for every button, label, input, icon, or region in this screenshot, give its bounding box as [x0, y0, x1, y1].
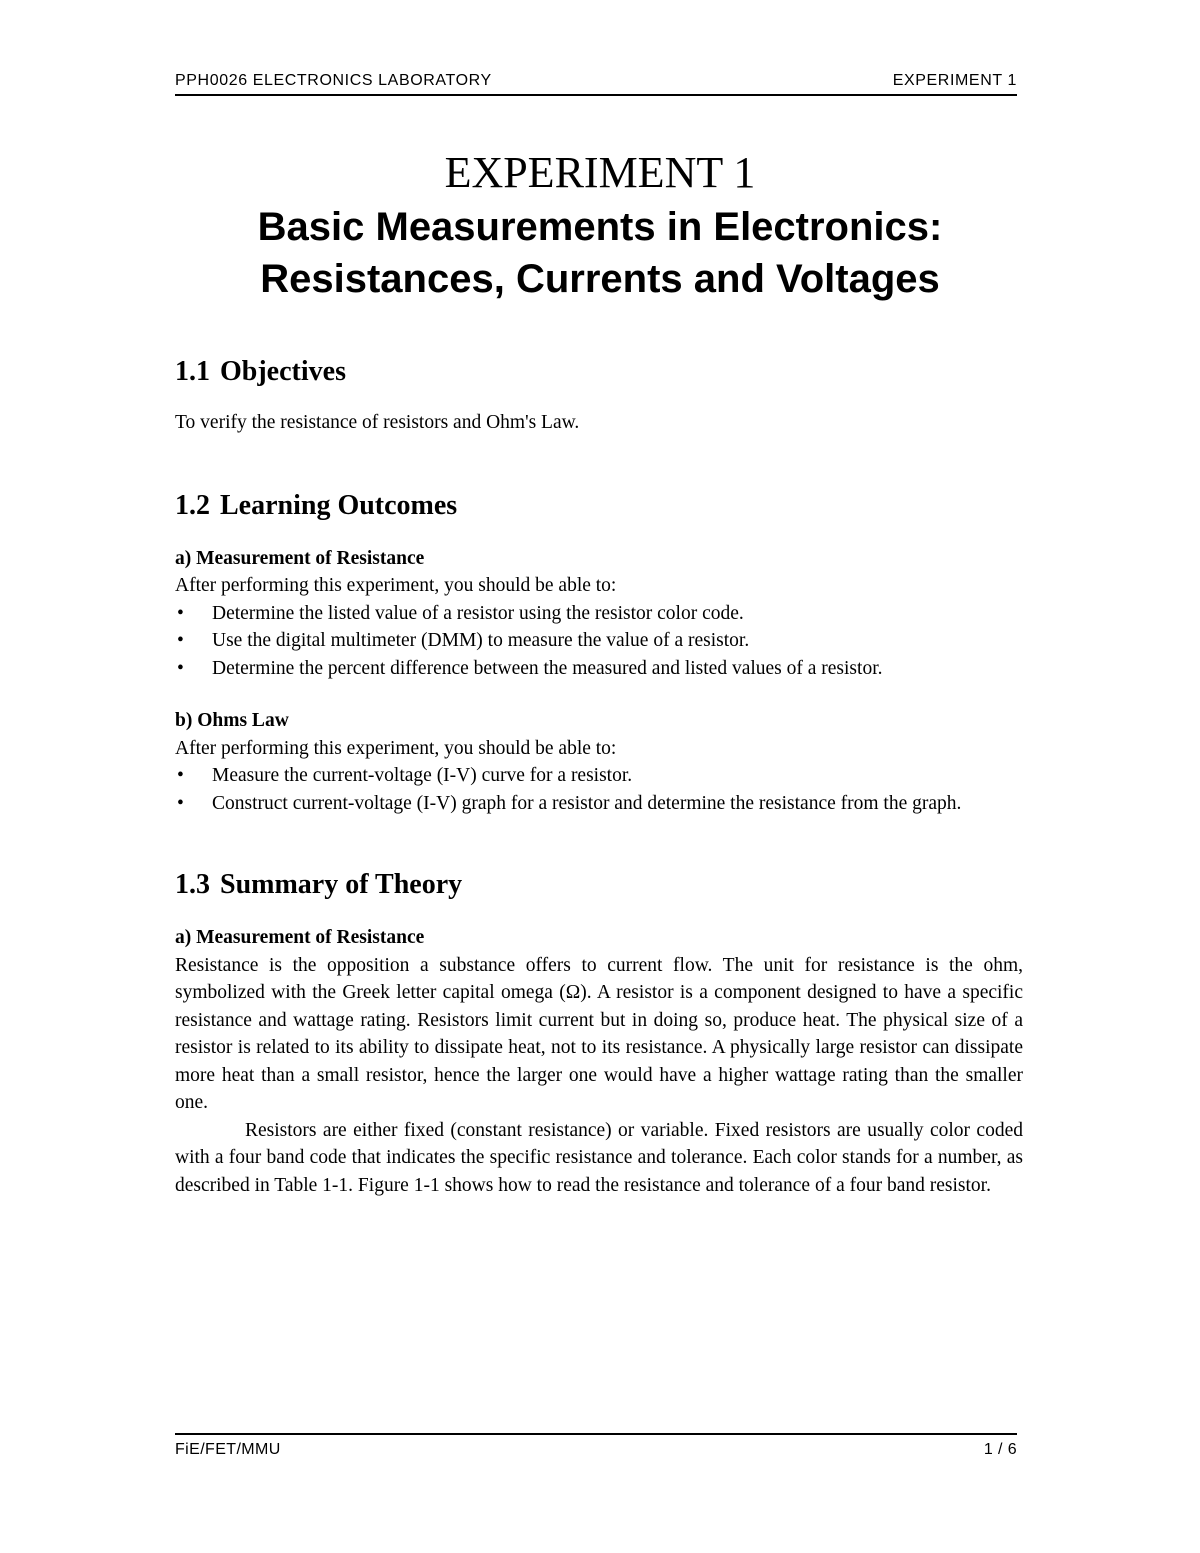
list-item — [175, 627, 1023, 655]
theory-paragraph-2: Resistors are either fixed (constant resistance) or variable. Fixed resistors are usually color coded with a four band code that indicates the specific resistance and tolerance. Each color stands for a number, as described in Table 1-1. Figure 1-1 shows how to read the resistance and tolerance of a four band resistor. — [175, 1119, 1023, 1196]
bullet-icon: • — [177, 602, 184, 624]
section-number: 1.1 — [175, 356, 210, 387]
section-number: 1.3 — [175, 869, 210, 900]
outcomes-list-a — [175, 600, 1023, 683]
section-number: 1.2 — [175, 489, 210, 521]
bullet-icon: • — [177, 765, 184, 786]
section-title: Objectives — [220, 356, 346, 387]
list-item — [175, 600, 1023, 628]
subheading-ohms-law: b) Ohms Law — [175, 710, 289, 731]
document-body — [175, 352, 1023, 1199]
experiment-subtitle-line2: Resistances, Currents and Voltages — [260, 257, 940, 301]
section-title: Learning Outcomes — [220, 489, 458, 521]
list-item-text: Determine the percent difference between the measured and listed values of a resistor. — [212, 657, 883, 679]
list-item-text: Use the digital multimeter (DMM) to measure the value of a resistor. — [212, 630, 750, 651]
list-item — [175, 790, 1023, 818]
page-number: 1 / 6 — [983, 1441, 1017, 1458]
title-block — [175, 145, 1025, 305]
subheading-measurement-of-resistance: a) Measurement of Resistance — [175, 547, 425, 569]
list-item — [175, 762, 1023, 790]
list-item-text: Measure the current-voltage (I-V) curve for a resistor. — [212, 765, 633, 786]
objectives-text: To verify the resistance of resistors and Ohm's Law. — [175, 412, 580, 433]
list-item — [175, 655, 1023, 683]
footer-institution: FiE/FET/MMU — [175, 1441, 281, 1458]
section-title: Summary of Theory — [220, 869, 463, 900]
theory-paragraph-1: Resistance is the opposition a substance offers to current flow. The unit for resistance is the ohm, symbolized with the Greek letter capital omega (Ω). A resistor is a component designed to have a specific resistance and wattage rating. Resistors limit current but in doing so, produce heat. The physical size of a resistor is related to its ability to dissipate heat, not to its resistance. A physically large resistor can dissipate more heat than a small resistor, hence the larger one would have a higher wattage rating than the smaller one. — [175, 954, 1023, 1113]
page-footer — [175, 1433, 1017, 1458]
list-item-text: Determine the listed value of a resistor using the resistor color code. — [212, 602, 744, 624]
bullet-icon: • — [177, 657, 184, 679]
header-course-title: PPH0026 ELECTRONICS LABORATORY — [175, 72, 492, 89]
section-heading-objectives — [175, 352, 1023, 392]
outcomes-list-b — [175, 762, 1023, 817]
outcomes-intro: After performing this experiment, you should be able to: — [175, 575, 617, 596]
bullet-icon: • — [177, 630, 184, 651]
section-heading-summary-of-theory — [175, 865, 1023, 905]
subheading-measurement-of-resistance: a) Measurement of Resistance — [175, 927, 425, 948]
experiment-subtitle-line1: Basic Measurements in Electronics: — [257, 205, 943, 249]
page-header — [175, 72, 1017, 96]
bullet-icon: • — [177, 792, 184, 814]
header-experiment-label: EXPERIMENT 1 — [892, 72, 1017, 89]
list-item-text: Construct current-voltage (I-V) graph for a resistor and determine the resistance from the graph. — [212, 792, 962, 814]
section-heading-learning-outcomes — [175, 486, 1023, 526]
outcomes-intro: After performing this experiment, you should be able to: — [175, 737, 617, 759]
experiment-title: EXPERIMENT 1 — [444, 148, 756, 197]
